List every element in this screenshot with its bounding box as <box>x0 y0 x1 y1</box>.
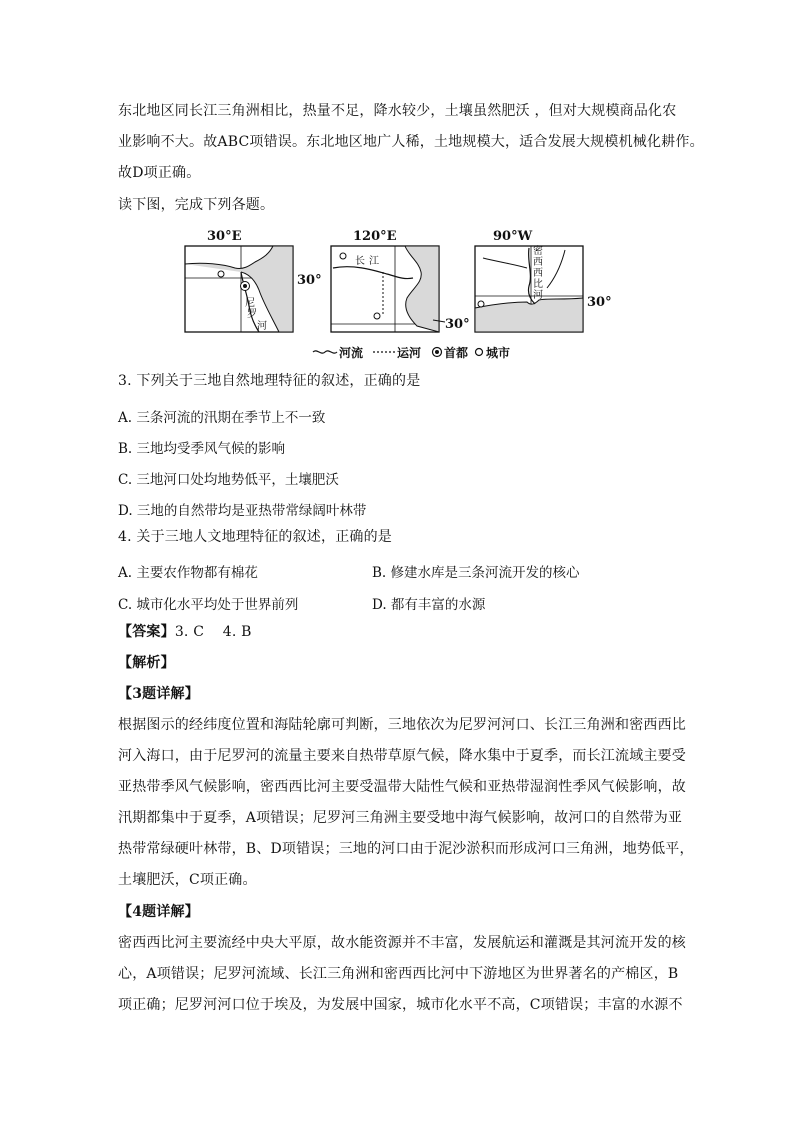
map-legend <box>313 345 510 360</box>
nile-char-1: 尼 <box>245 298 255 309</box>
q3-detail-line-6: 土壤肥沃，C项正确。 <box>118 872 257 888</box>
miss-char-4: 比 <box>533 279 543 290</box>
map2-longitude: 120°E <box>353 229 397 244</box>
q3-stem: 3. 下列关于三地自然地理特征的叙述，正确的是 <box>118 373 421 389</box>
city-dot <box>340 253 346 259</box>
q4-detail-line-2: 心，A项错误；尼罗河流域、长江三角洲和密西西比河中下游地区为世界著名的产棉区，B <box>118 966 679 982</box>
miss-char-3: 西 <box>533 268 543 279</box>
q3-detail-line-2: 河入海口，由于尼罗河的流量主要来自热带草原气候，降水集中于夏季，而长江流域主要受 <box>118 748 686 764</box>
analysis-label: 【解析】 <box>118 655 175 671</box>
answer-line <box>118 617 678 648</box>
q3-option-c: C. 三地河口处均地势低平，土壤肥沃 <box>118 472 339 488</box>
q4-option-c: C. 城市化水平均处于世界前列 <box>118 597 299 613</box>
yangtze-char-2: 江 <box>369 256 379 267</box>
answer-label: 【答案】 <box>118 624 175 640</box>
city-dot <box>374 313 380 319</box>
q4-option-b: B. 修建水库是三条河流开发的核心 <box>372 565 580 581</box>
miss-char-1: 密 <box>533 246 543 257</box>
nile-char-3: 河 <box>257 321 267 332</box>
legend-city: 城市 <box>486 346 511 360</box>
q3-detail-line-4: 汛期都集中于夏季，A项错误；尼罗河三角洲主要受地中海气候影响，故河口的自然带为亚 <box>118 810 683 826</box>
map1-latitude: 30° <box>297 273 322 288</box>
q4-stem: 4. 关于三地人文地理特征的叙述，正确的是 <box>118 529 393 545</box>
map-nile <box>185 229 322 332</box>
q3-option-a: A. 三条河流的汛期在季节上不一致 <box>118 410 326 426</box>
intro-line-4: 读下图，完成下列各题。 <box>118 197 275 213</box>
city-dot <box>478 301 484 307</box>
intro-line-2: 业影响不大。故ABC项错误。东北地区地广人稀，土地规模大，适合发展大规模机械化耕作。 <box>118 134 704 150</box>
q3-detail-line-3: 亚热带季风气候影响，密西西比河主要受温带大陆性气候和亚热带湿润性季风气候影响，故 <box>118 779 686 795</box>
nile-char-2: 罗 <box>247 309 257 320</box>
map3-longitude: 90°W <box>493 229 533 244</box>
q4-option-d: D. 都有丰富的水源 <box>372 597 486 613</box>
map-mississippi <box>475 229 612 332</box>
miss-char-2: 西 <box>533 257 543 268</box>
city-dot <box>218 271 224 277</box>
q4-detail-line-3: 项正确；尼罗河河口位于埃及，为发展中国家，城市化水平不高，C项错误；丰富的水源不 <box>118 997 683 1013</box>
q3-option-b: B. 三地均受季风气候的影响 <box>118 441 286 457</box>
legend-river: 河流 <box>339 346 364 360</box>
q3-detail-label: 【3题详解】 <box>118 686 199 702</box>
miss-char-5: 河 <box>533 290 543 301</box>
legend-canal: 运河 <box>397 346 422 360</box>
q3-detail-line-5: 热带常绿硬叶林带，B、D项错误；三地的河口由于泥沙淤积而形成河口三角洲，地势低平， <box>118 841 694 857</box>
q4-detail-label: 【4题详解】 <box>118 904 199 920</box>
legend-capital: 首都 <box>444 346 469 360</box>
intro-line-3: 故D项正确。 <box>118 165 201 181</box>
map-yangtze <box>331 229 470 332</box>
answer-value: 3. C 4. B <box>174 624 252 640</box>
intro-line-1: 东北地区同长江三角洲相比，热量不足，降水较少，土壤虽然肥沃 ，但对大规模商品化农 <box>118 103 677 119</box>
q4-option-a: A. 主要农作物都有棉花 <box>118 565 258 581</box>
map1-longitude: 30°E <box>207 229 242 244</box>
three-maps-figure <box>183 228 613 368</box>
q4-detail-line-1: 密西西比河主要流经中央大平原，故水能资源并不丰富，发展航运和灌溉是其河流开发的核 <box>118 935 686 951</box>
map2-latitude: 30° <box>445 317 470 332</box>
map3-latitude: 30° <box>587 295 612 310</box>
q3-option-d: D. 三地的自然带均是亚热带常绿阔叶林带 <box>118 503 367 519</box>
q3-detail-line-1: 根据图示的经纬度位置和海陆轮廓可判断，三地依次为尼罗河河口、长江三角洲和密西西比 <box>118 717 686 733</box>
yangtze-char-1: 长 <box>355 256 365 267</box>
